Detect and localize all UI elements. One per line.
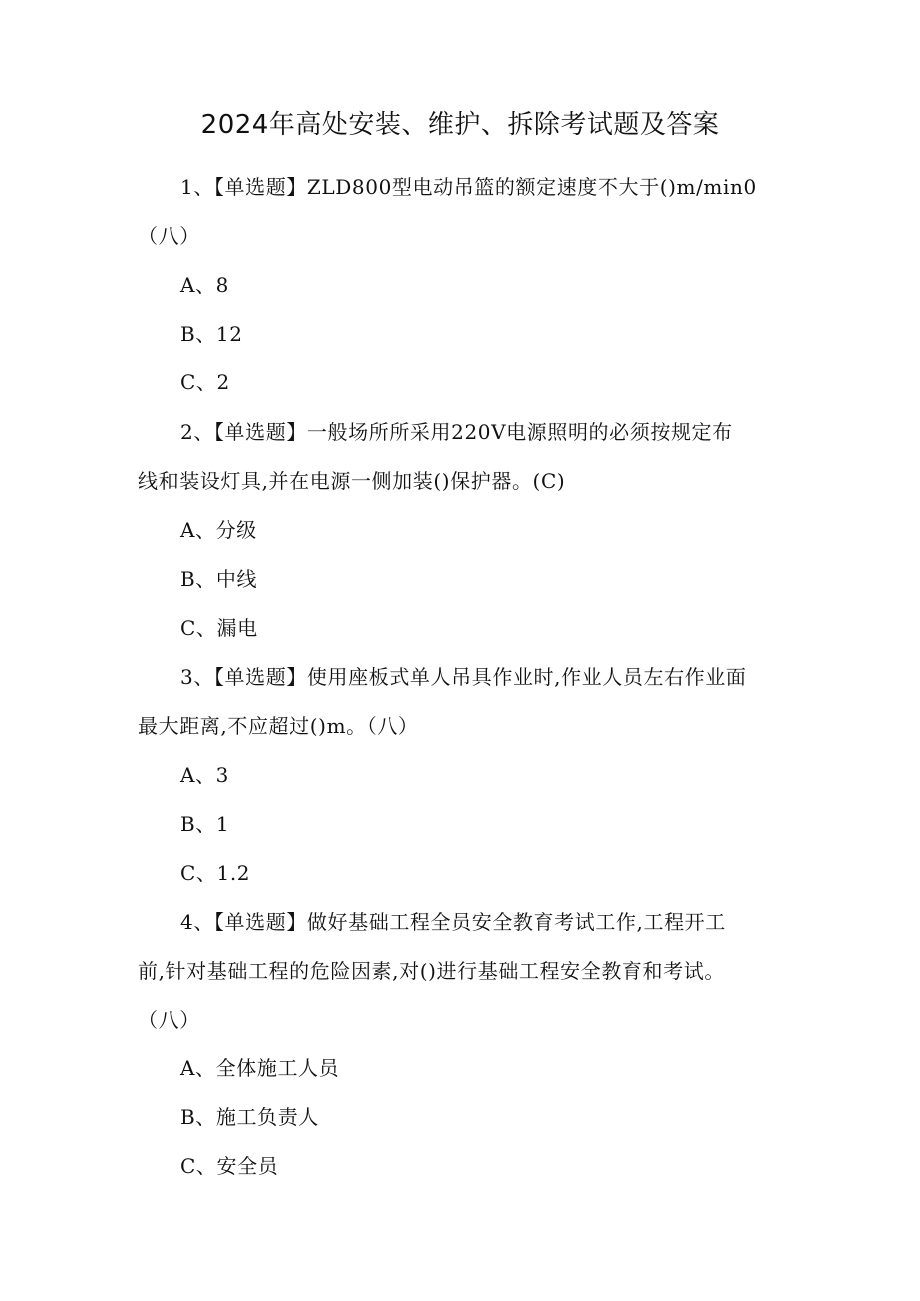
question-4-option-b: B、施工负责人 xyxy=(180,1105,319,1129)
question-2-option-b: B、中线 xyxy=(180,567,258,591)
question-2-text: 2、【单选题】一般场所所采用220V电源照明的必须按规定布 xyxy=(180,420,733,444)
question-2-text-cont: 线和装设灯具,并在电源一侧加装()保护器。(C) xyxy=(138,469,566,493)
question-3-option-c: C、1.2 xyxy=(180,861,251,885)
question-3-option-a: A、3 xyxy=(180,763,229,787)
question-4-text-cont: 前,针对基础工程的危险因素,对()进行基础工程安全教育和考试。 xyxy=(138,959,725,983)
question-1-text: 1、【单选题】ZLD800型电动吊篮的额定速度不大于()m/min0 xyxy=(180,175,757,199)
question-2-option-c: C、漏电 xyxy=(180,616,258,640)
question-1-option-c: C、2 xyxy=(180,370,230,394)
question-1-option-a: A、8 xyxy=(180,273,229,297)
question-3-option-b: B、1 xyxy=(180,812,230,836)
question-2-option-a: A、分级 xyxy=(180,518,257,542)
question-3-text-cont: 最大距离,不应超过()m。（八） xyxy=(138,714,419,738)
question-1-option-b: B、12 xyxy=(180,322,243,346)
question-3-text: 3、【单选题】使用座板式单人吊具作业时,作业人员左右作业面 xyxy=(180,665,747,689)
question-4-answer: （八） xyxy=(138,1008,200,1032)
page-title: 2024年高处安装、维护、拆除考试题及答案 xyxy=(200,110,720,140)
question-4-text: 4、【单选题】做好基础工程全员安全教育考试工作,工程开工 xyxy=(180,910,726,934)
question-1-answer: （八） xyxy=(138,224,200,248)
question-4-option-a: A、全体施工人员 xyxy=(180,1056,340,1080)
question-4-option-c: C、安全员 xyxy=(180,1154,279,1178)
